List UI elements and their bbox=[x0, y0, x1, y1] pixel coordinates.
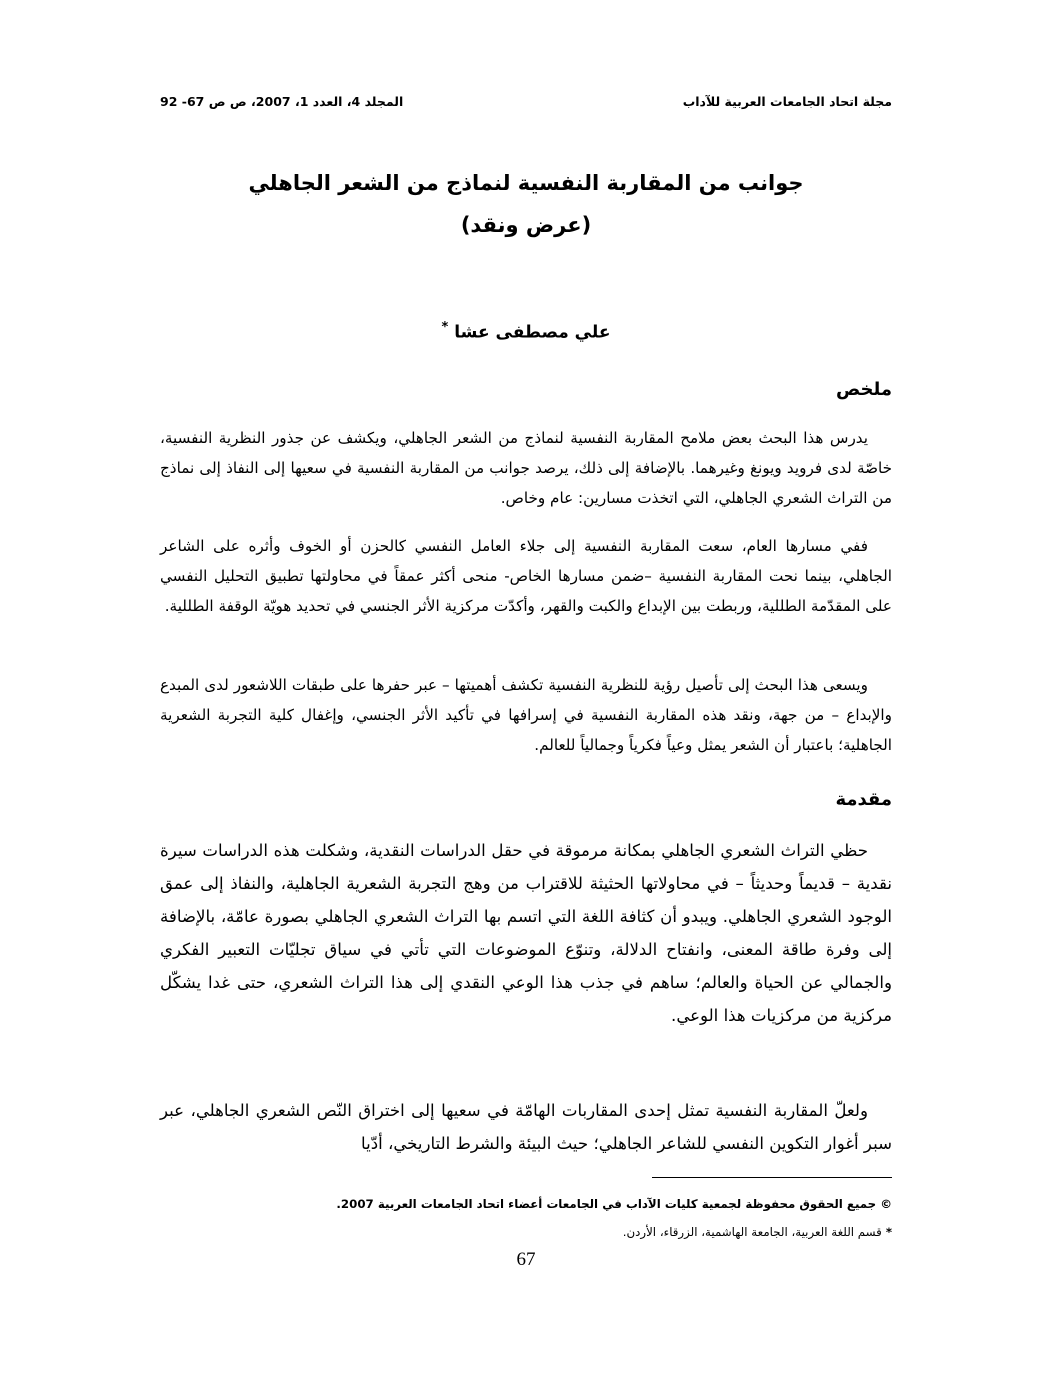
introduction-paragraph-2: ولعلّ المقاربة النفسية تمثل إحدى المقاربات الهامّة في سعيها إلى اختراق النّص الشعري الجاهلي، عبر سبر أغوار التكوين النفسي للشاعر الجاهلي؛ حيث البيئة والشرط التاريخي، أدّيا bbox=[160, 1101, 892, 1153]
article-title: جوانب من المقاربة النفسية لنماذج من الشعر الجاهلي bbox=[248, 171, 804, 195]
issue-info: المجلد 4، العدد 1، 2007، ص ص 67- 92 bbox=[160, 94, 404, 109]
footnote-separator bbox=[652, 1177, 892, 1178]
author-line bbox=[160, 314, 892, 347]
affiliation-footnote bbox=[160, 1222, 892, 1242]
copyright-mark: © bbox=[880, 1197, 892, 1211]
abstract-heading: ملخص bbox=[835, 379, 892, 400]
affiliation-text: قسم اللغة العربية، الجامعة الهاشمية، الزرقاء، الأردن. bbox=[622, 1225, 882, 1239]
running-header bbox=[160, 94, 892, 116]
introduction-paragraph-1: حظي التراث الشعري الجاهلي بمكانة مرموقة في حقل الدراسات النقدية، وشكلت هذه الدراسات سيرة نقدية – قديماً وحديثاً – في محاولاتها الحثيثة للاقتراب من وهج التجربة الشعرية الجاهلية، والنفاذ إلى عمق الوجود الشعري الجاهلي. ويبدو أن كثافة اللغة التي اتسم بها التراث الشعري الجاهلي بصورة عامّة، بالإضافة إلى وفرة طاقة المعنى، وانفتاح الدلالة، وتنوّع الموضوعات التي تأتي في سياق تجليّات التعبير الفكري والجمالي عن الحياة والعالم؛ ساهم في جذب هذا الوعي النقدي إلى هذا التراث الشعري، حتى غدا يشكّل مركزية من مركزيات هذا الوعي. bbox=[160, 841, 892, 1025]
author-name: علي مصطفى عشا bbox=[454, 322, 611, 343]
affiliation-mark: * bbox=[885, 1225, 892, 1239]
abstract-paragraph-3: ويسعى هذا البحث إلى تأصيل رؤية للنظرية النفسية تكشف أهميتها – عبر حفرها على طبقات اللاشعور لدى المبدع والإبداع – من جهة، ونقد هذه المقاربة النفسية في إسرافها في تأكيد الأثر الجنسي، وإغفال كلية التجربة الشعرية الجاهلية؛ باعتبار أن الشعر يمثل وعياً فكرياً وجمالياً للعالم. bbox=[160, 676, 892, 754]
journal-name: مجلة اتحاد الجامعات العربية للآداب bbox=[682, 94, 892, 109]
abstract-paragraph-1: يدرس هذا البحث بعض ملامح المقاربة النفسية لنماذج من الشعر الجاهلي، ويكشف عن جذور النظرية النفسية، خاصّة لدى فرويد ويونغ وغيرهما. بالإضافة إلى ذلك، يرصد جوانب من المقاربة النفسية في سعيها إلى النفاذ إلى نماذج من التراث الشعري الجاهلي، التي اتخذت مسارين: عام وخاص. bbox=[160, 429, 892, 507]
copyright-text: جميع الحقوق محفوظة لجمعية كليات الآداب في الجامعات أعضاء اتحاد الجامعات العربية 2007. bbox=[336, 1197, 877, 1211]
copyright-footnote bbox=[160, 1194, 892, 1214]
article-subtitle: (عرض ونقد) bbox=[460, 213, 592, 237]
author-footnote-mark: * bbox=[441, 320, 449, 335]
page-number: 67 bbox=[516, 1249, 536, 1270]
introduction-heading: مقدمة bbox=[835, 789, 892, 810]
abstract-paragraph-2: ففي مسارها العام، سعت المقاربة النفسية إلى جلاء العامل النفسي كالحزن أو الخوف وأثره على الشاعر الجاهلي، بينما نحت المقاربة النفسية –ضمن مسارها الخاص- منحى أكثر عمقاً في محاولتها تطبيق التحليل النفسي على المقدّمة الطللية، وربطت بين الإبداع والكبت والقهر، وأكدّت مركزية الأثر الجنسي في تحديد هويّة الوقفة الطللية. bbox=[160, 537, 892, 615]
